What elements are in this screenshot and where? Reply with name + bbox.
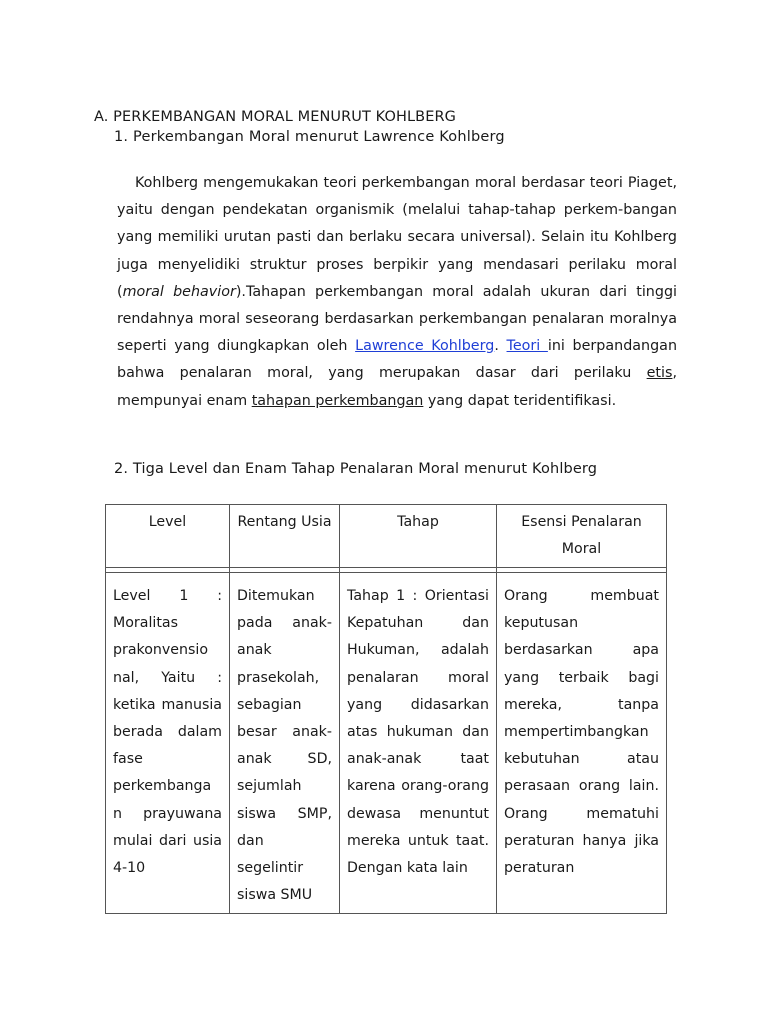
underlined-etis: etis: [646, 365, 673, 382]
paragraph-text-3: .: [494, 338, 507, 355]
paragraph-text-1: Kohlberg mengemukakan teori perkembangan moral berdasar teori Piaget, yaitu dengan pendekatan organismik (melalui tahap-tahap perkem-bangan yang memiliki urutan pasti dan berlaku secara universal). Selain itu Kohlberg juga menyelidiki struktur proses berpikir yang mendasari perilaku moral (: [117, 175, 677, 300]
cell-tahap: Tahap 1 : Orientasi Kepatuhan dan Hukuman, adalah penalaran moral yang didasarkan atas hukuman dan anak-anak taat karena orang-orang dewasa menuntut mereka untuk taat. Dengan kata lain: [340, 573, 497, 914]
paragraph-text-5: , mempunyai enam: [117, 365, 677, 409]
table-header-row: [106, 505, 667, 568]
underlined-tahapan-perkembangan: tahapan perkembangan: [251, 392, 424, 409]
paragraph-text-6: yang dapat teridentifikasi.: [423, 392, 617, 409]
header-level: Level: [106, 505, 230, 568]
subheading-2: 2. Tiga Level dan Enam Tahap Penalaran Moral menurut Kohlberg: [114, 461, 598, 477]
header-tahap: Tahap: [340, 505, 497, 568]
cell-usia: Ditemukan pada anak-anak prasekolah, sebagian besar anak-anak SD, sejumlah siswa SMP, dan segelintir siswa SMU: [230, 573, 340, 914]
header-esensi: Esensi Penalaran Moral: [497, 505, 667, 568]
paragraph-text-2: ).Tahapan perkembangan moral adalah ukuran dari tinggi rendahnya moral seseorang berdasarkan perkembangan penalaran moralnya seperti yang diungkapkan oleh: [117, 283, 677, 355]
cell-esensi: Orang membuat keputusan berdasarkan apa yang terbaik bagi mereka, tanpa mempertimbangkan kebutuhan atau perasaan orang lain. Orang mematuhi peraturan hanya jika peraturan: [497, 573, 667, 914]
intro-paragraph: [117, 170, 677, 415]
header-rentang-usia: Rentang Usia: [230, 505, 340, 568]
section-heading-a: A. PERKEMBANGAN MORAL MENURUT KOHLBERG: [94, 109, 457, 125]
subheading-1: 1. Perkembangan Moral menurut Lawrence Kohlberg: [114, 129, 505, 145]
moral-levels-table: [105, 504, 667, 914]
link-lawrence-kohlberg[interactable]: Lawrence Kohlberg: [355, 338, 495, 355]
paragraph-italic: moral behavior: [122, 283, 236, 300]
link-teori[interactable]: Teori: [506, 338, 548, 355]
cell-level: Level 1 : Moralitas prakonvensio nal, Yaitu : ketika manusia berada dalam fase perkembanga n prayuwana mulai dari usia 4-10: [106, 573, 230, 914]
paragraph-text-4: ini berpandangan bahwa penalaran moral, yang merupakan dasar dari perilaku: [117, 338, 677, 382]
table-row: [106, 573, 667, 914]
